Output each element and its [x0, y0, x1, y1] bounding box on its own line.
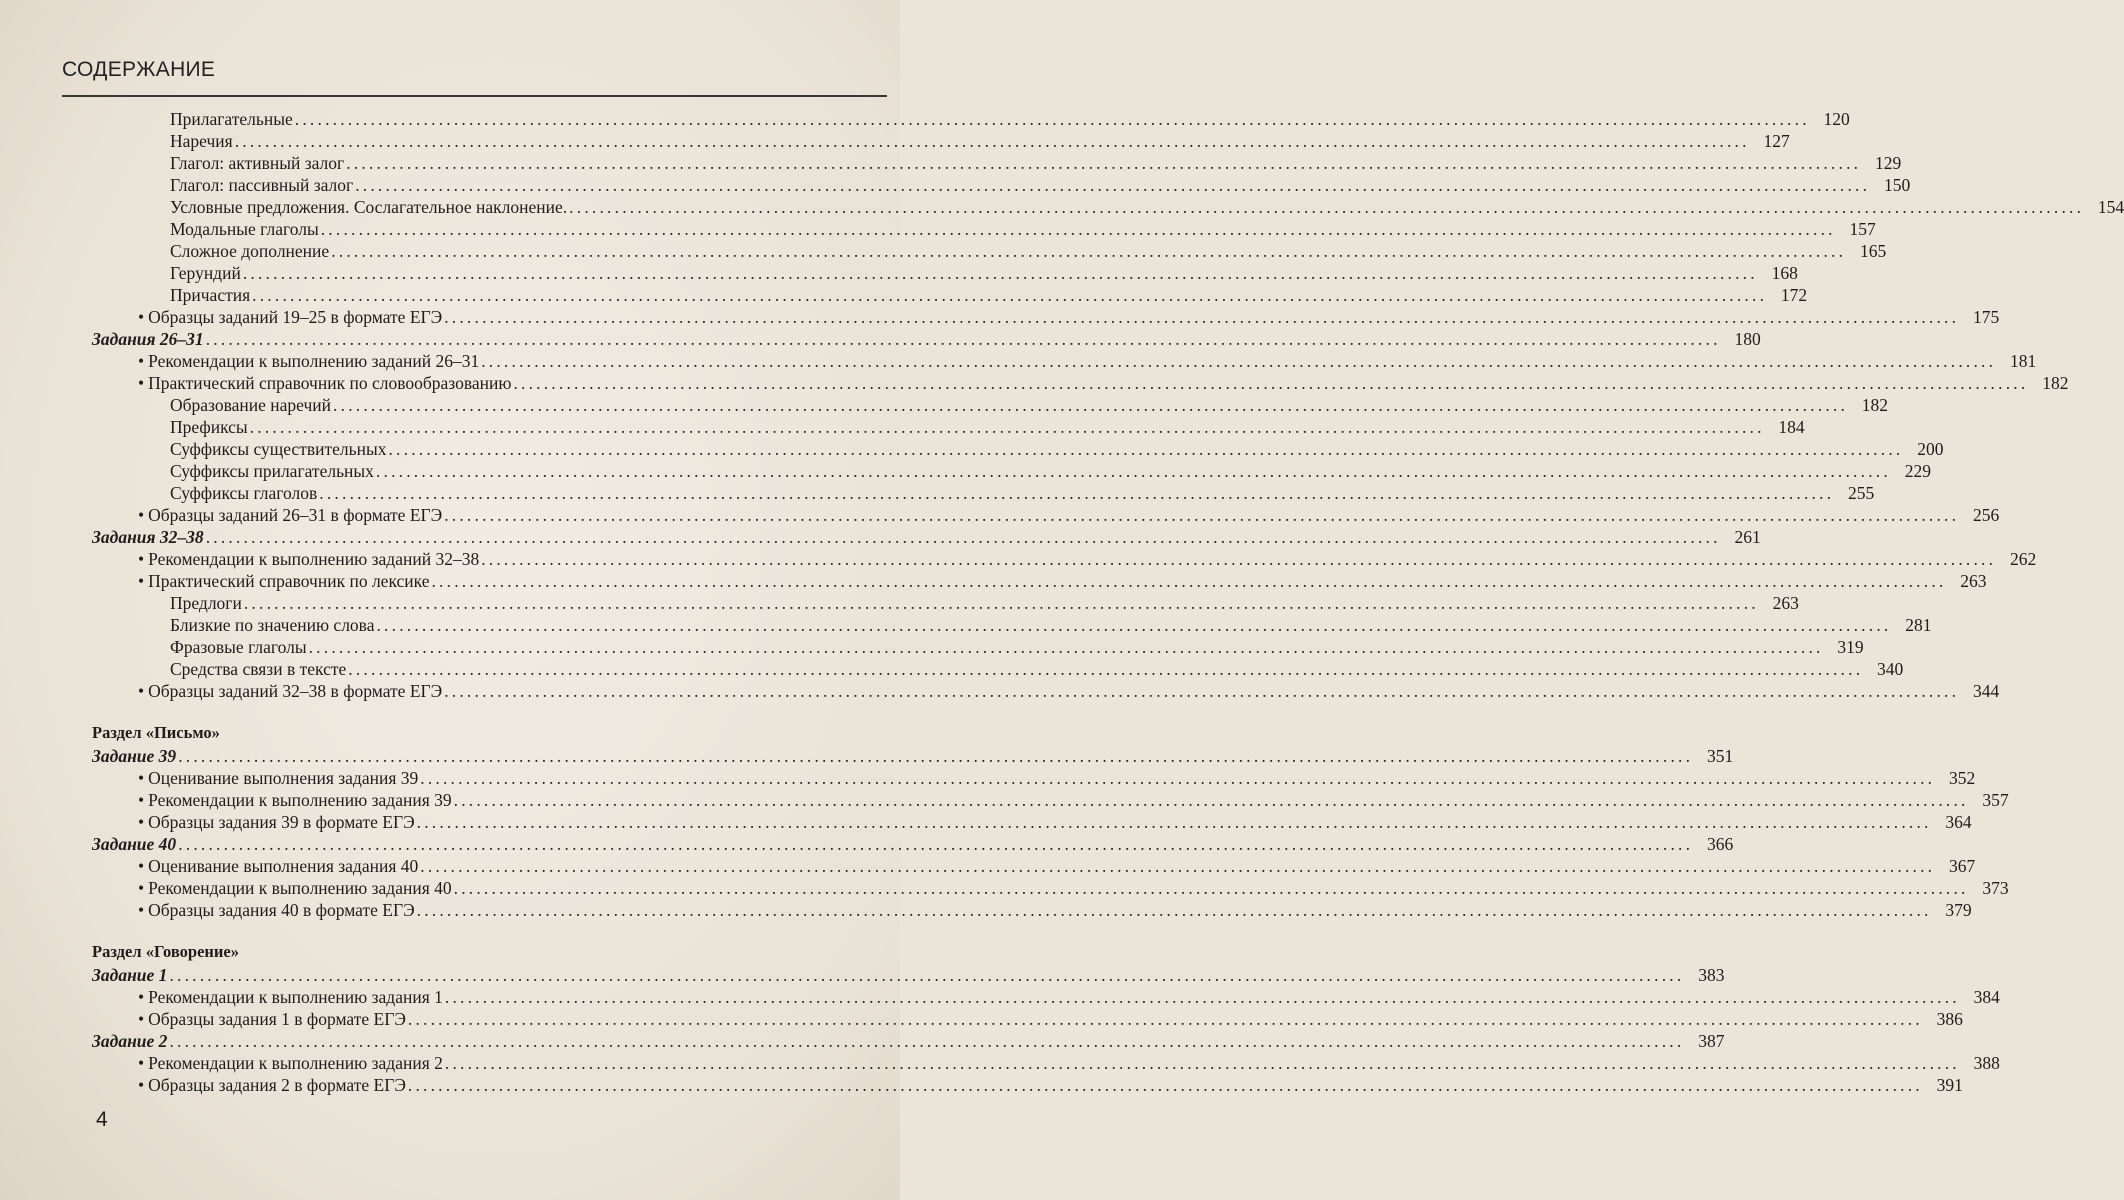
page-number: 4	[96, 1108, 108, 1131]
toc-entry-title: • Оценивание выполнения задания 39	[92, 767, 418, 789]
toc-entry-page: 184	[1778, 417, 1805, 437]
toc-entry-title: • Рекомендации к выполнению задания 40	[92, 877, 452, 899]
dot-leader: ........................................................................................................................................................................................................	[308, 637, 1824, 657]
dot-leader: ........................................................................................................................................................................................................	[333, 395, 1849, 415]
toc-section-heading	[92, 941, 884, 963]
dot-leader: ........................................................................................................................................................................................................	[444, 505, 1960, 525]
toc-entry-title: Суффиксы существительных	[170, 439, 387, 459]
toc-entry	[92, 986, 2000, 1008]
toc-entry-page: 263	[1960, 571, 1987, 591]
toc-entry	[92, 767, 1976, 789]
dot-leader: ........................................................................................................................................................................................................	[444, 307, 1960, 327]
toc-entry-page: 182	[2042, 373, 2069, 393]
toc-entry-title: Задания 26–31	[92, 329, 204, 349]
dot-leader: ........................................................................................................................................................................................................	[453, 790, 1969, 810]
toc-entry-page: 256	[1972, 505, 2000, 525]
toc-entry	[92, 218, 1876, 240]
toc-entry	[92, 811, 1972, 833]
toc-section-heading	[92, 722, 884, 744]
toc-entry-title: • Образцы задания 40 в формате ЕГЭ	[92, 899, 415, 921]
dot-leader: ........................................................................................................................................................................................................	[444, 681, 1960, 701]
toc-entry-title: • Рекомендации к выполнению задания 39	[92, 789, 452, 811]
toc-entry-title: Условные предложения. Сослагательное наклонение.	[170, 197, 568, 217]
dot-leader: ........................................................................................................................................................................................................	[348, 659, 1864, 679]
toc-entry-page: 165	[1859, 241, 1887, 261]
toc-entry	[92, 745, 1734, 767]
toc-entry-page: 352	[1949, 768, 1976, 788]
dot-leader: ........................................................................................................................................................................................................	[178, 834, 1694, 854]
toc-entry	[92, 482, 1875, 504]
dot-leader: ........................................................................................................................................................................................................	[569, 197, 2085, 217]
toc-entry-title: Сложное дополнение	[170, 241, 330, 261]
toc-entry-page: 373	[1982, 878, 2009, 898]
toc-entry-title: Прилагательные	[170, 109, 293, 129]
dot-leader: ........................................................................................................................................................................................................	[205, 527, 1721, 547]
toc-entry-page: 367	[1949, 856, 1976, 876]
toc-entry-page: 351	[1706, 746, 1734, 766]
dot-leader: ........................................................................................................................................................................................................	[294, 109, 1810, 129]
dot-leader: ........................................................................................................................................................................................................	[205, 329, 1721, 349]
toc-entry	[92, 284, 1808, 306]
toc-entry-title: Суффиксы глаголов	[170, 483, 318, 503]
toc-entry-title: Задание 2	[92, 1031, 168, 1051]
dot-leader: ........................................................................................................................................................................................................	[416, 812, 1932, 832]
toc-entry-title: Суффиксы прилагательных	[170, 461, 374, 481]
toc-entry-title: Раздел «Письмо»	[92, 723, 220, 742]
toc-entry-title: • Образцы задания 2 в формате ЕГЭ	[92, 1074, 406, 1096]
dot-leader: ........................................................................................................................................................................................................	[178, 746, 1694, 766]
toc-entry	[92, 152, 1902, 174]
running-header-title: СОДЕРЖАНИЕ	[62, 58, 216, 81]
toc-entry-title: • Рекомендации к выполнению задания 2	[92, 1052, 443, 1074]
dot-leader: ........................................................................................................................................................................................................	[346, 153, 1862, 173]
toc-entry-title: • Образцы заданий 32–38 в формате ЕГЭ	[92, 680, 442, 702]
dot-leader: ........................................................................................................................................................................................................	[375, 461, 1891, 481]
toc-entry-page: 157	[1849, 219, 1876, 239]
toc-entry	[92, 833, 1734, 855]
dot-leader: ........................................................................................................................................................................................................	[331, 241, 1847, 261]
toc-entry-page: 391	[1936, 1075, 1963, 1095]
toc-entry	[92, 240, 1887, 262]
toc-entry-page: 379	[1945, 900, 1972, 920]
dot-leader: ........................................................................................................................................................................................................	[169, 1031, 1685, 1051]
toc-entry-page: 281	[1905, 615, 1932, 635]
dot-leader: ........................................................................................................................................................................................................	[388, 439, 1904, 459]
toc-entry-page: 261	[1734, 527, 1761, 547]
toc-entry	[92, 174, 1911, 196]
dot-leader: ........................................................................................................................................................................................................	[249, 417, 1765, 437]
toc-entry-page: 181	[2009, 351, 2037, 371]
dot-leader: ........................................................................................................................................................................................................	[444, 1053, 1960, 1073]
dot-leader: ........................................................................................................................................................................................................	[453, 878, 1969, 898]
toc-entry-title: Раздел «Говорение»	[92, 942, 239, 961]
toc-entry-title: Причастия	[170, 285, 251, 305]
toc-entry-page: 357	[1982, 790, 2009, 810]
toc-entry-page: 129	[1874, 153, 1902, 173]
toc-entry-title: Задания 32–38	[92, 527, 204, 547]
toc-entry-page: 229	[1904, 461, 1931, 481]
toc-entry-page: 340	[1877, 659, 1904, 679]
toc-entry-title: Образование наречий	[170, 395, 332, 415]
toc-entry-title: • Образцы задания 39 в формате ЕГЭ	[92, 811, 415, 833]
toc-entry-title: • Практический справочник по лексике	[92, 570, 429, 592]
toc-entry-page: 387	[1698, 1031, 1725, 1051]
toc-entry-page: 319	[1837, 637, 1864, 657]
toc-entry	[92, 416, 1805, 438]
toc-entry-page: 364	[1945, 812, 1972, 832]
toc-entry-title: Герундий	[170, 263, 241, 283]
toc-entry	[92, 899, 1972, 921]
toc-entry	[92, 438, 1944, 460]
dot-leader: ........................................................................................................................................................................................................	[481, 549, 1997, 569]
toc-entry-page: 383	[1698, 965, 1725, 985]
dot-leader: ........................................................................................................................................................................................................	[243, 593, 1759, 613]
toc-entry-page: 262	[2009, 549, 2037, 569]
dot-leader: ........................................................................................................................................................................................................	[513, 373, 2029, 393]
dot-leader: ........................................................................................................................................................................................................	[169, 965, 1685, 985]
toc-entry	[92, 877, 2009, 899]
toc-entry	[92, 262, 1798, 284]
toc-entry	[92, 306, 2000, 328]
toc-entry	[92, 108, 1850, 130]
toc-entry-title: • Рекомендации к выполнению задания 1	[92, 986, 443, 1008]
dot-leader: ........................................................................................................................................................................................................	[407, 1009, 1923, 1029]
toc-entry-title: • Рекомендации к выполнению заданий 32–38	[92, 548, 479, 570]
toc-entry-page: 172	[1780, 285, 1808, 305]
toc-entry-title: • Образцы задания 1 в формате ЕГЭ	[92, 1008, 406, 1030]
toc-entry	[92, 526, 1761, 548]
toc-entry	[92, 614, 1932, 636]
toc-entry	[92, 855, 1976, 877]
toc-entry-page: 344	[1972, 681, 2000, 701]
toc-entry	[92, 1074, 1963, 1096]
toc-entry-title: • Образцы заданий 26–31 в формате ЕГЭ	[92, 504, 442, 526]
toc-entry	[92, 394, 1889, 416]
dot-leader: ........................................................................................................................................................................................................	[481, 351, 1997, 371]
toc-entry-title: Наречия	[170, 131, 233, 151]
toc-entry-title: Задание 39	[92, 746, 177, 766]
toc-entry	[92, 680, 2000, 702]
toc-entry-page: 366	[1706, 834, 1734, 854]
toc-entry-title: • Рекомендации к выполнению заданий 26–31	[92, 350, 479, 372]
toc-entry-page: 175	[1972, 307, 2000, 327]
toc-entry-title: Префиксы	[170, 417, 248, 437]
dot-leader: ........................................................................................................................................................................................................	[420, 768, 1936, 788]
toc-entry-page: 388	[1973, 1053, 2000, 1073]
toc-entry	[92, 350, 2037, 372]
toc-entry-title: • Образцы заданий 19–25 в формате ЕГЭ	[92, 306, 442, 328]
toc-entry	[92, 1030, 1725, 1052]
toc-entry-page: 384	[1973, 987, 2000, 1007]
header-divider	[62, 95, 887, 97]
toc-entry	[92, 592, 1799, 614]
toc-entry	[92, 548, 2037, 570]
toc-entry	[92, 636, 1864, 658]
toc-entry-page: 150	[1883, 175, 1911, 195]
toc-entry-page: 168	[1771, 263, 1798, 283]
toc-entry-title: Фразовые глаголы	[170, 637, 307, 657]
toc-entry	[92, 504, 2000, 526]
dot-leader: ........................................................................................................................................................................................................	[407, 1075, 1923, 1095]
dot-leader: ........................................................................................................................................................................................................	[252, 285, 1768, 305]
dot-leader: ........................................................................................................................................................................................................	[319, 483, 1835, 503]
toc-entry	[92, 1052, 2000, 1074]
toc-entry	[92, 460, 1931, 482]
toc-entry-title: Модальные глаголы	[170, 219, 319, 239]
toc-entry-page: 154	[2097, 197, 2124, 217]
toc-entry-page: 120	[1823, 109, 1850, 129]
toc-entry-title: • Практический справочник по словообразованию	[92, 372, 511, 394]
toc-entry-title: Задание 1	[92, 965, 168, 985]
dot-leader: ........................................................................................................................................................................................................	[420, 856, 1936, 876]
toc-entry	[92, 328, 1761, 350]
toc-entry-page: 182	[1861, 395, 1889, 415]
dot-leader: ........................................................................................................................................................................................................	[416, 900, 1932, 920]
toc-entry	[92, 789, 2009, 811]
dot-leader: ........................................................................................................................................................................................................	[355, 175, 1871, 195]
toc-entry	[92, 130, 1790, 152]
toc-entry	[92, 196, 2124, 218]
toc-entry	[92, 570, 1987, 592]
toc-entry-title: Близкие по значению слова	[170, 615, 375, 635]
toc-entry	[92, 658, 1904, 680]
toc-entry-page: 200	[1917, 439, 1944, 459]
toc-entry-title: Глагол: пассивный залог	[170, 175, 354, 195]
dot-leader: ........................................................................................................................................................................................................	[234, 131, 1750, 151]
toc-entry-title: Средства связи в тексте	[170, 659, 347, 679]
toc-entry-title: Глагол: активный залог	[170, 153, 345, 173]
toc-entry	[92, 1008, 1963, 1030]
toc-entry	[92, 964, 1725, 986]
toc-entry-title: Задание 40	[92, 834, 177, 854]
toc-entry-title: • Оценивание выполнения задания 40	[92, 855, 418, 877]
toc-entry-page: 386	[1936, 1009, 1963, 1029]
dot-leader: ........................................................................................................................................................................................................	[320, 219, 1836, 239]
toc-entry-page: 127	[1763, 131, 1790, 151]
dot-leader: ........................................................................................................................................................................................................	[444, 987, 1960, 1007]
toc-entry	[92, 372, 2069, 394]
dot-leader: ........................................................................................................................................................................................................	[376, 615, 1892, 635]
table-of-contents	[92, 108, 2124, 1096]
dot-leader: ........................................................................................................................................................................................................	[431, 571, 1947, 591]
dot-leader: ........................................................................................................................................................................................................	[242, 263, 1758, 283]
toc-entry-title: Предлоги	[170, 593, 242, 613]
toc-entry-page: 255	[1848, 483, 1875, 503]
toc-entry-page: 263	[1772, 593, 1799, 613]
toc-entry-page: 180	[1734, 329, 1761, 349]
